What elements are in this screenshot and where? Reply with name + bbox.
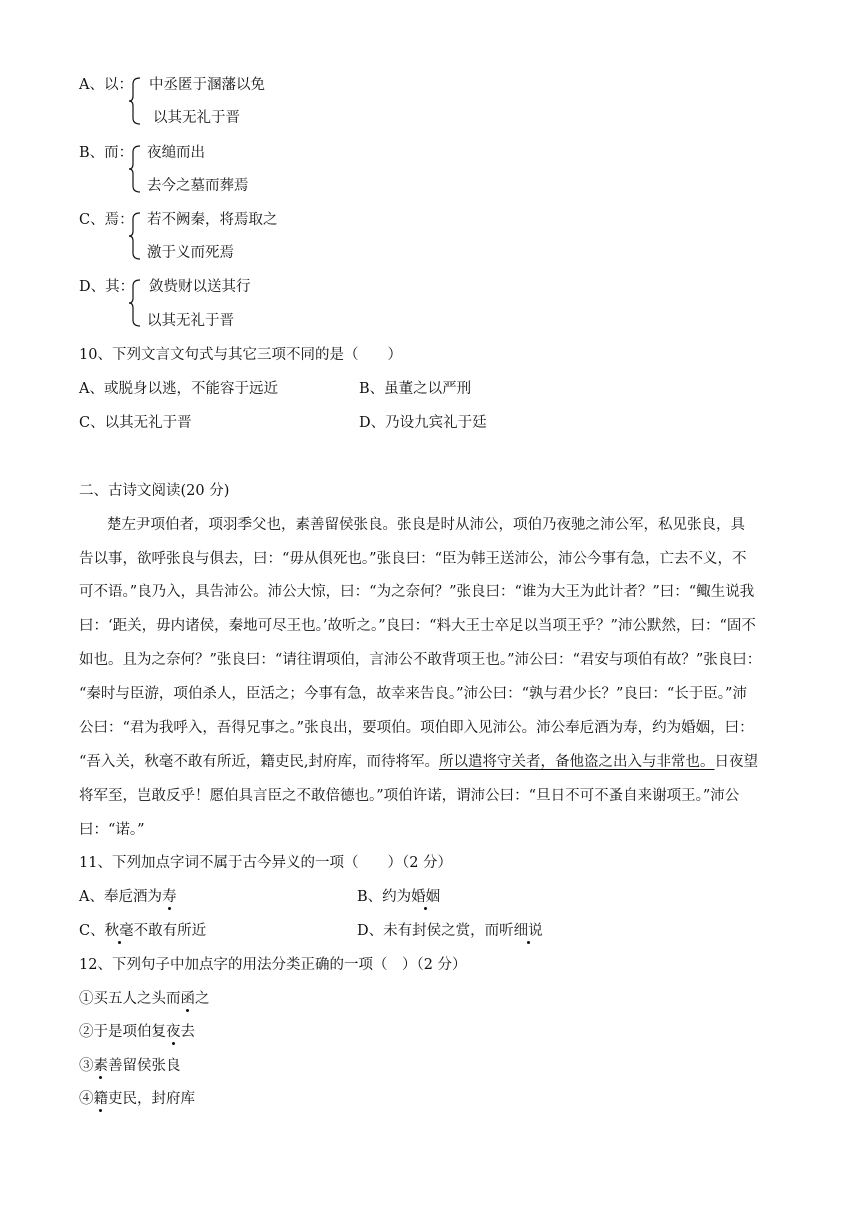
passage-line: 将军至，岂敢反乎！愿伯具言臣之不敢倍德也。”项伯许诺，谓沛公曰：“旦日不可不蚤自来谢项王。”沛公 [79, 788, 740, 804]
dotted-word: 籍 [93, 1091, 108, 1107]
brace-icon [128, 144, 142, 194]
option-label: D、其： [79, 279, 135, 295]
passage-line: 告以事，欲呼张良与俱去，曰：“毋从俱死也。”张良曰：“臣为韩王送沛公，沛公今事有急，亡去不义，不 [79, 551, 747, 567]
option-line: 以其无礼于晋 [147, 313, 234, 329]
item-text: ④ [79, 1091, 94, 1107]
item-text: ②于是项伯复 [79, 1024, 166, 1040]
question-11-option-b [357, 887, 440, 907]
option-text: A、奉卮酒为 [79, 889, 162, 905]
item-text: 善留侯张良 [108, 1058, 181, 1074]
dotted-word: 婚姻 [411, 889, 441, 905]
option-line: 激于义而死焉 [147, 245, 234, 261]
passage-text: “吾入关，秋毫不敢有所近，籍吏民,封府库，而待将军。 [79, 754, 440, 770]
question-10-stem: 10、下列文言文句式与其它三项不同的是（ ） [79, 347, 402, 363]
option-text: B、约为 [357, 889, 412, 905]
dotted-word: 寿 [161, 889, 177, 905]
dotted-word: 素 [93, 1058, 108, 1074]
question-11-option-a [79, 887, 176, 907]
option-line: 夜缒而出 [147, 145, 205, 161]
passage-line: 楚左尹项伯者，项羽季父也，素善留侯张良。张良是时从沛公，项伯乃夜驰之沛公军，私见张良，具 [107, 517, 745, 533]
underlined-sentence-part-1: 所以遣将守关者， [439, 754, 556, 770]
underlined-sentence-part-2: 备他盗之出入与非常也。 [555, 754, 715, 770]
question-10-option-a: A、或脱身以逃，不能容于远近 [79, 381, 278, 397]
section-title: 二、古诗文阅读(20 分) [79, 483, 230, 499]
passage-line: 公曰：“君为我呼入，吾得兄事之。”张良出，要项伯。项伯即入见沛公。沛公奉卮酒为寿，约为婚姻，曰： [79, 720, 754, 736]
item-text: 吏民，封府库 [108, 1091, 195, 1107]
option-line: 若不阙秦，将焉取之 [147, 212, 278, 228]
option-text: C、 [79, 923, 105, 939]
question-11-option-c [79, 921, 206, 941]
option-line: 去今之墓而葬焉 [147, 178, 249, 194]
question-12-stem: 12、下列句子中加点字的用法分类正确的一项（ ）（2 分） [79, 957, 467, 973]
brace-icon [128, 76, 142, 126]
item-text: ①买五人之头而 [79, 991, 181, 1007]
brace-icon [128, 278, 142, 328]
passage-line: “秦时与臣游，项伯杀人，臣活之；今事有急，故幸来告良。”沛公曰：“孰与君少长？”良曰：“长于臣。”沛 [79, 686, 747, 702]
passage-line: 可不语。”良乃入，具告沛公。沛公大惊，曰：“为之奈何？”张良曰：“谁为大王为此计者？”曰：“鲰生说我 [79, 584, 755, 600]
dotted-word: 细说 [513, 923, 543, 939]
question-10-option-b: B、虽董之以严刑 [359, 381, 472, 397]
option-label: A、以： [79, 77, 133, 93]
question-10-option-c: C、以其无礼于晋 [79, 415, 192, 431]
item-text: 之 [195, 991, 210, 1007]
passage-line [79, 752, 758, 772]
dotted-word: 秋毫 [104, 923, 134, 939]
passage-text: 日夜望 [714, 754, 759, 770]
option-label: B、而： [79, 145, 134, 161]
question-10-option-d: D、乃设九宾礼于廷 [359, 415, 487, 431]
option-label: C、焉： [79, 212, 134, 228]
passage-line: 如也。且为之奈何？”张良曰：“请往谓项伯，言沛公不敢背项王也。”沛公曰：“君安与项伯有故？”张良曰： [79, 652, 762, 668]
option-text: 不敢有所近 [133, 923, 207, 939]
option-line: 以其无礼于晋 [153, 110, 240, 126]
dotted-word: 函 [180, 991, 195, 1007]
dotted-word: 夜 [166, 1024, 181, 1040]
option-line: 敛赀财以送其行 [149, 279, 251, 295]
option-line: 中丞匿于溷藩以免 [149, 77, 265, 93]
question-12-item-4 [79, 1089, 195, 1109]
question-12-item-1 [79, 989, 210, 1009]
question-12-item-2 [79, 1022, 195, 1042]
question-12-item-3 [79, 1056, 181, 1076]
question-11-option-d [357, 921, 543, 941]
question-11-stem: 11、下列加点字词不属于古今异义的一项（ ）（2 分） [79, 855, 453, 871]
item-text: 去 [180, 1024, 195, 1040]
passage-line: 曰：“诺。” [79, 822, 145, 838]
item-text: ③ [79, 1058, 94, 1074]
brace-icon [128, 211, 142, 261]
passage-line: 曰：‘距关，毋内诸侯，秦地可尽王也。’故听之。”良曰：“料大王士卒足以当项王乎？”沛公默然，曰：“固不 [79, 618, 756, 634]
option-text: D、未有封侯之赏，而听 [357, 923, 514, 939]
